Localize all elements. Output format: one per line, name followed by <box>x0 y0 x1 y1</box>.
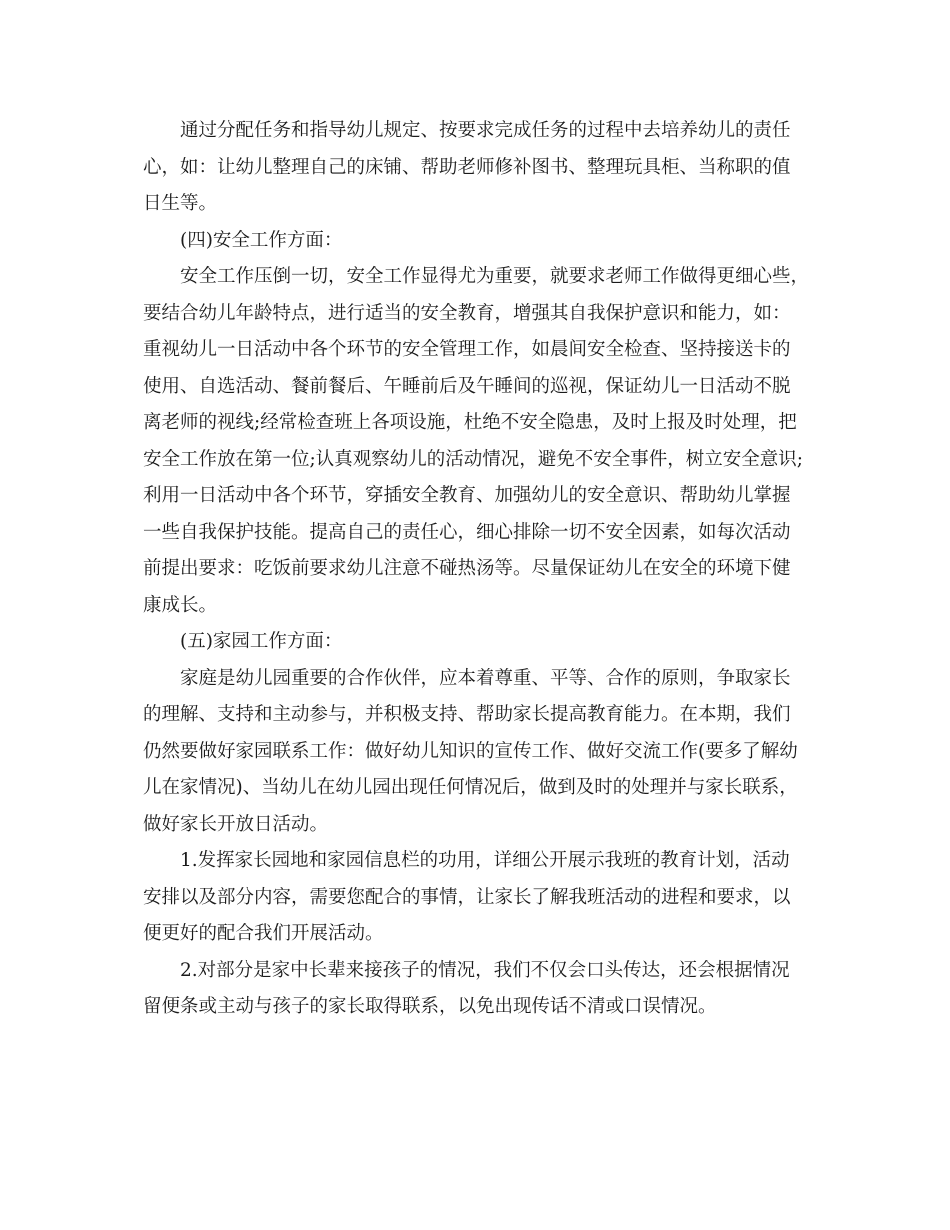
text-line: 通过分配任务和指导幼儿规定、按要求完成任务的过程中去培养幼儿的责任 <box>180 120 791 141</box>
list-item-1: 1.发挥家长园地和家园信息栏的功用，详细公开展示我班的教育计划，活动 <box>180 850 790 871</box>
text-line: 安全工作压倒一切，安全工作显得尤为重要，就要求老师工作做得更细心些， <box>180 266 810 287</box>
document-body <box>143 113 808 1026</box>
text-line: 家庭是幼儿园重要的合作伙伴，应本着尊重、平等、合作的原则，争取家长 <box>180 667 791 689</box>
text-line: 前提出要求：吃饭前要求幼儿注意不碰热汤等。尽量保证幼儿在安全的环境下健 <box>143 558 791 579</box>
text-line: 便更好的配合我们开展活动。 <box>143 923 384 944</box>
section-heading-home-school: (五)家园工作方面： <box>180 631 343 652</box>
text-line: 留便条或主动与孩子的家长取得联系，以免出现传话不清或口误情况。 <box>143 996 717 1017</box>
text-line: 安全工作放在第一位;认真观察幼儿的活动情况，避免不安全事件，树立安全意识; <box>143 448 803 470</box>
list-item-2: 2.对部分是家中长辈来接孩子的情况，我们不仅会口头传达，还会根据情况 <box>180 959 790 981</box>
text-line: 儿在家情况)、当幼儿在幼儿园出现任何情况后，做到及时的处理并与家长联系， <box>143 777 798 798</box>
text-line: 康成长。 <box>143 594 218 616</box>
text-line: 做好家长开放日活动。 <box>143 813 329 835</box>
text-line: 心，如：让幼儿整理自己的床铺、帮助老师修补图书、整理玩具柜、当称职的值 <box>143 156 791 178</box>
section-heading-safety: (四)安全工作方面： <box>180 229 343 251</box>
text-line: 一些自我保护技能。提高自己的责任心，细心排除一切不安全因素，如每次活动 <box>143 521 791 543</box>
text-line: 离老师的视线;经常检查班上各项设施，杜绝不安全隐患，及时上报及时处理，把 <box>143 412 797 433</box>
text-line: 要结合幼儿年龄特点，进行适当的安全教育，增强其自我保护意识和能力，如： <box>143 302 791 324</box>
text-line: 日生等。 <box>143 193 218 214</box>
text-line: 使用、自选活动、餐前餐后、午睡前后及午睡间的巡视，保证幼儿一日活动不脱 <box>143 375 791 397</box>
text-line: 安排以及部分内容，需要您配合的事情，让家长了解我班活动的进程和要求，以 <box>143 886 791 908</box>
text-line: 的理解、支持和主动参与，并积极支持、帮助家长提高教育能力。在本期，我们 <box>143 704 791 725</box>
text-line: 重视幼儿一日活动中各个环节的安全管理工作，如晨间安全检查、坚持接送卡的 <box>143 339 791 360</box>
text-line: 利用一日活动中各个环节，穿插安全教育、加强幼儿的安全意识、帮助幼儿掌握 <box>143 485 791 506</box>
text-line: 仍然要做好家园联系工作：做好幼儿知识的宣传工作、做好交流工作(要多了解幼 <box>143 740 798 762</box>
